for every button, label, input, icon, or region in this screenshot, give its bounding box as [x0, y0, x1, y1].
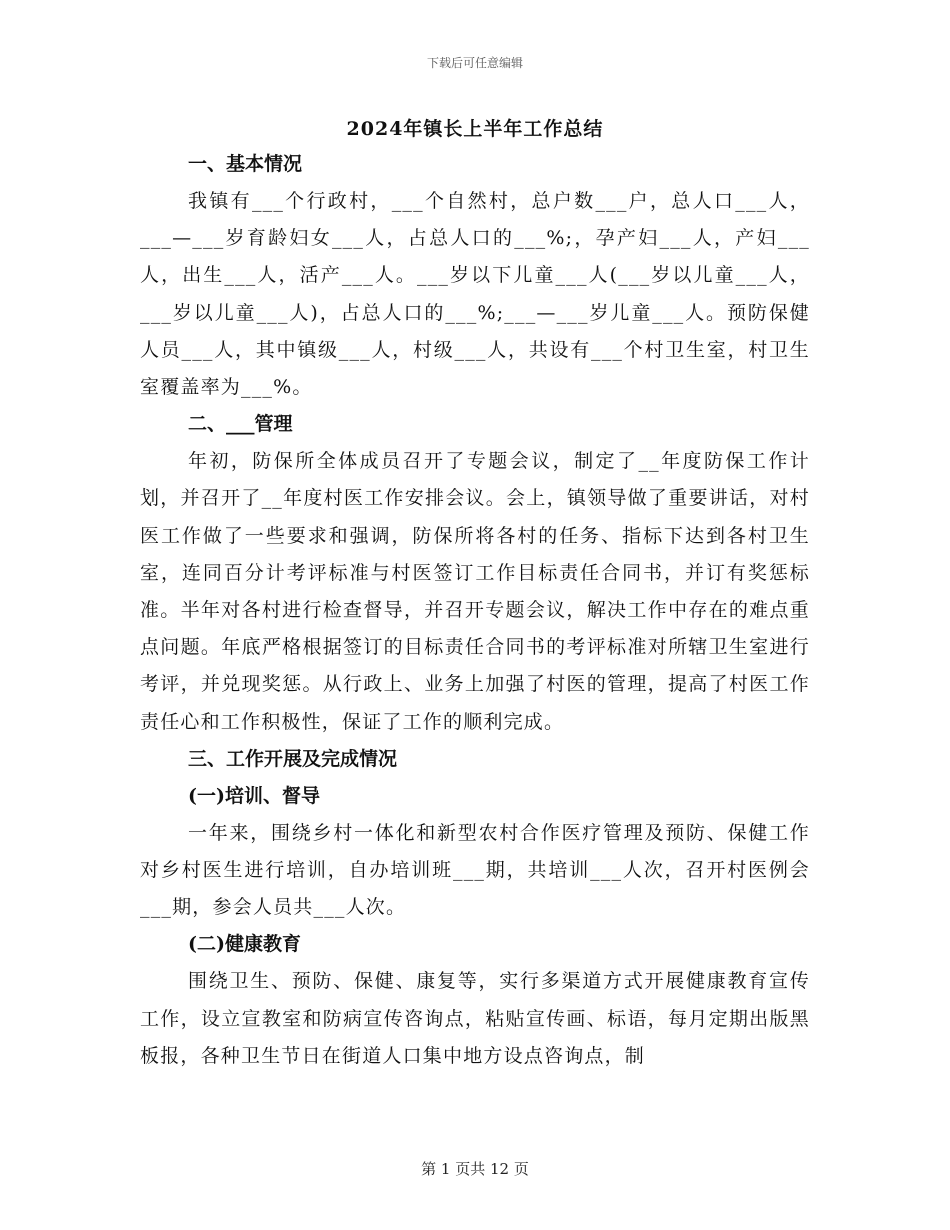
section-heading: 一、基本情况: [188, 153, 303, 175]
subsection-heading: (二)健康教育: [188, 933, 301, 956]
section-work-progress: [140, 741, 810, 778]
paragraph: 围绕卫生、预防、保健、康复等，实行多渠道方式开展健康教育宣传工作，设立宣教室和防病宣传咨询点，粘贴宣传画、标语，每月定期出版黑板报，各种卫生节日在街道人口集中地方设点咨询点，制: [140, 970, 810, 1067]
section-basic-situation: [140, 146, 810, 406]
section-heading: 三、工作开展及完成情况: [188, 747, 398, 770]
page-number: 第 1 页共 12 页: [421, 1160, 529, 1178]
paragraph: 一年来，围绕乡村一体化和新型农村合作医疗管理及预防、保健工作对乡村医生进行培训，自办培训班___期，共培训___人次，召开村医例会___期，参会人员共___人次。: [140, 821, 810, 919]
document-body: [140, 146, 810, 1075]
section-heading: 二、___管理: [188, 413, 293, 436]
page-header-note: 下载后可任意编辑: [426, 56, 523, 70]
subsection-heading: (一)培训、督导: [188, 784, 320, 807]
section-management: [140, 406, 810, 741]
subsection-health-education: [140, 926, 810, 1075]
document-title: 2024年镇长上半年工作总结: [346, 118, 604, 140]
subsection-training: [140, 778, 810, 927]
paragraph: 我镇有___个行政村，___个自然村，总户数___户，总人口___人，___—___岁育龄妇女___人，占总人口的___%;，孕产妇___人，产妇___人，出生___人，活产___人。___岁以下儿童___人(___岁以儿童___人，___岁以儿童___人)，占总人口的___%;___—___岁儿童___人。预防保健人员___人，其中镇级___人，村级___人，共设有___个村卫生室，村卫生室覆盖率为___%。: [140, 190, 810, 399]
paragraph: 年初，防保所全体成员召开了专题会议，制定了__年度防保工作计划，并召开了__年度村医工作安排会议。会上，镇领导做了重要讲话，对村医工作做了一些要求和强调，防保所将各村的任务、指标下达到各村卫生室，连同百分计考评标准与村医签订工作目标责任合同书，并订有奖惩标准。半年对各村进行检查督导，并召开专题会议，解决工作中存在的难点重点问题。年底严格根据签订的目标责任合同书的考评标准对所辖卫生室进行考评，并兑现奖惩。从行政上、业务上加强了村医的管理，提高了村医工作责任心和工作积极性，保证了工作的顺利完成。: [140, 450, 810, 733]
